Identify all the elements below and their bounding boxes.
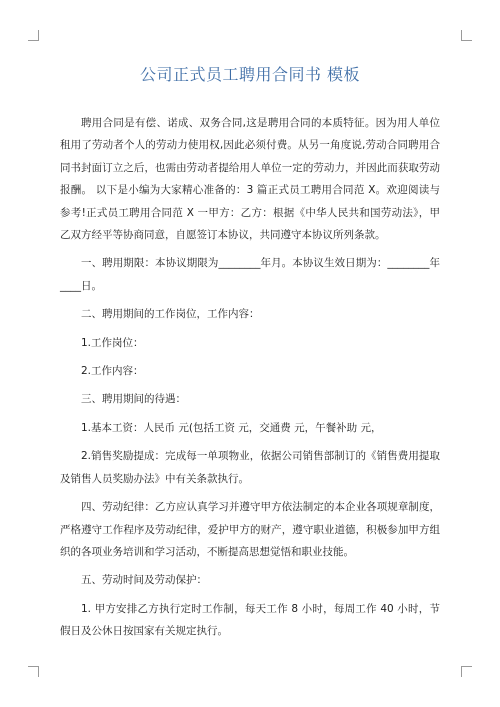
paragraph-salary: 1.基本工资：人民币 元(包括工资 元，交通费 元，午餐补助 元， xyxy=(81,421,382,434)
paragraph-intro: 聘用合同是有偿、诺成、双务合同,这是聘用合同的本质特征。因为用人单位租用了劳动者个人的劳动力使用权,因此必须付费。从另一角度说,劳动合同聘用合同书封面订立之后，也需由劳动者提给用人单位一定的劳动力，并因此而获取劳动报酬。 以下是小编为大家精心准备的：3 篇正式员工聘用合同范 X。欢迎阅读与参考!正式员工聘用合同范 X 一甲方：乙方：根据《中华人民共和国劳动法》，甲乙双方经平等协商同意，自愿签订本协议，共同遵守本协议所列条款。 xyxy=(60,117,440,242)
paragraph-section-5: 五、劳动时间及劳动保护： xyxy=(81,574,207,587)
paragraph-discipline: 四、劳动纪律：乙方应认真学习并遵守甲方依法制定的本企业各项规章制度，严格遵守工作程序及劳动纪律，爱护甲方的财产，遵守职业道德，积极参加甲方组织的各项业务培训和学习活动，不断提高思想觉悟和职业技能。 xyxy=(60,501,440,558)
crop-mark-top-right xyxy=(461,30,472,41)
crop-mark-bottom-right xyxy=(461,666,472,677)
paragraph-working-hours: 1. 甲方安排乙方执行定时工作制，每天工作 8 小时，每周工作 40 小时，节假日及公休日按国家有关规定执行。 xyxy=(60,602,440,638)
paragraph-position: 1.工作岗位： xyxy=(81,336,144,349)
paragraph-term: 一、聘用期限：本协议期限为________年月。本协议生效日期为：________年____日。 xyxy=(60,257,440,292)
crop-mark-bottom-left xyxy=(28,666,39,677)
paragraph-content: 2.工作内容： xyxy=(81,365,144,378)
paragraph-commission: 2.销售奖励提成：完成每一单项物业，依据公司销售部制订的《销售费用提取及销售人员奖励办法》中有关条款执行。 xyxy=(60,450,440,485)
document-title: 公司正式员工聘用合同书 模板 xyxy=(139,65,361,84)
paragraph-section-2: 二、聘用期间的工作岗位，工作内容： xyxy=(81,308,260,321)
document-body xyxy=(60,112,440,643)
paragraph-section-3: 三、聘用期间的待遇： xyxy=(81,393,186,406)
crop-mark-top-left xyxy=(28,30,39,41)
